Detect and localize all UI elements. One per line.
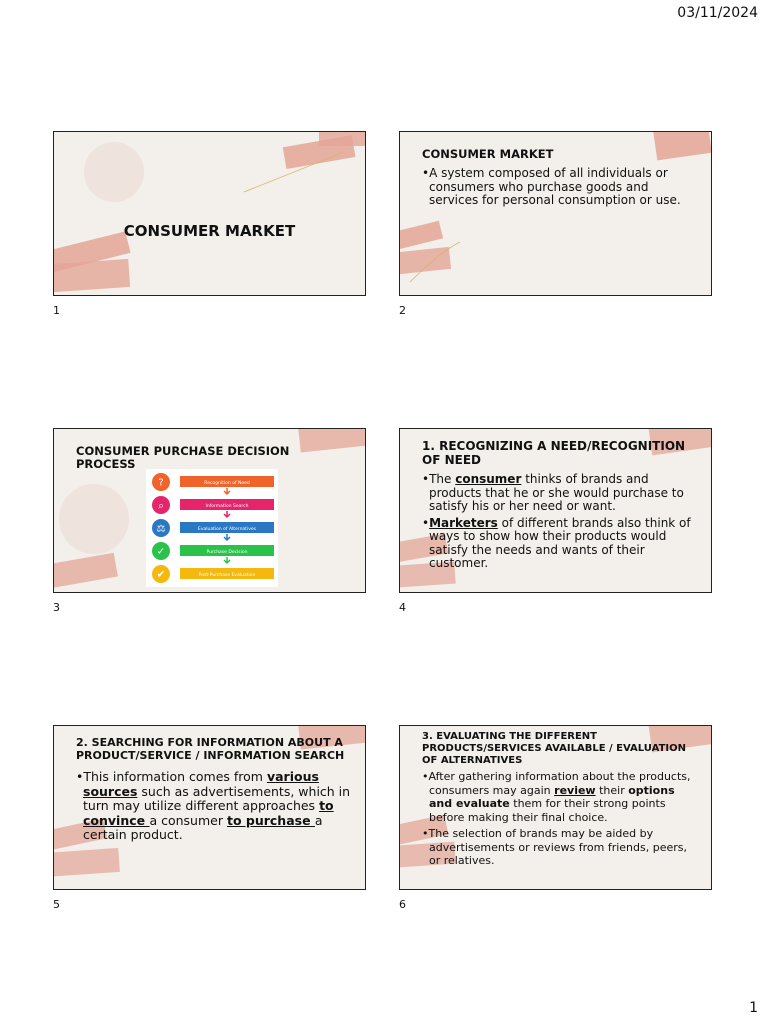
slide-number: 2 bbox=[399, 304, 406, 317]
bullet-list bbox=[422, 473, 697, 571]
slide-number: 3 bbox=[53, 601, 60, 614]
down-arrow-icon bbox=[224, 557, 230, 563]
slide-2[interactable] bbox=[399, 131, 712, 296]
slide-number: 1 bbox=[53, 304, 60, 317]
slide-title: 1. RECOGNIZING A NEED/RECOGNITION OF NEED bbox=[422, 439, 686, 467]
down-arrow-icon bbox=[224, 511, 230, 517]
slide-5[interactable] bbox=[53, 725, 366, 890]
bullet-emphasis: to purchase bbox=[226, 812, 315, 828]
slide-title: CONSUMER PURCHASE DECISION PROCESS bbox=[76, 444, 290, 471]
bullet-item bbox=[422, 517, 697, 571]
process-step-label: Evaluation of Alternatives bbox=[198, 527, 256, 532]
question-icon-glyph: ? bbox=[158, 477, 164, 489]
process-step-label: Purchase Decision bbox=[206, 550, 248, 555]
decision-process-diagram bbox=[146, 469, 278, 587]
slide-3[interactable] bbox=[53, 428, 366, 593]
bullet-text: a consumer bbox=[149, 812, 227, 828]
bullet-text: of different brands also think of ways to show how their products would satisfy the needs and wants of their customer. bbox=[429, 515, 691, 570]
slide-number: 5 bbox=[53, 898, 60, 911]
bullet-item: • The selection of brands may be aided by advertisements or reviews from friends, peers, or relatives. bbox=[422, 827, 697, 868]
bullet-text: their bbox=[595, 783, 629, 797]
page-number: 1 bbox=[749, 1000, 758, 1016]
bullet-emphasis: consumer bbox=[455, 472, 522, 486]
down-arrow-icon bbox=[224, 534, 230, 540]
bullet-item bbox=[422, 473, 697, 514]
down-arrow-icon bbox=[224, 488, 230, 494]
bullet-text: them for their strong points before making their final choice. bbox=[429, 797, 666, 824]
bullet-text: a certain product. bbox=[83, 812, 323, 842]
bullet-text: The bbox=[429, 472, 456, 486]
process-step-label: Post-Purchase Evaluation bbox=[198, 573, 256, 578]
scale-icon-glyph: ⚖ bbox=[156, 523, 166, 535]
cart-icon-glyph: ✓ bbox=[156, 546, 166, 558]
search-icon-glyph: ⌕ bbox=[158, 500, 164, 512]
slide-number: 4 bbox=[399, 601, 406, 614]
bullet-emphasis: to convince bbox=[83, 798, 334, 828]
bullet-list bbox=[422, 167, 697, 208]
slide-1[interactable] bbox=[53, 131, 366, 296]
slide-6[interactable] bbox=[399, 725, 712, 890]
bullet-emphasis: Marketers bbox=[429, 515, 498, 530]
bullet-text: After gathering information about the products, consumers may again bbox=[428, 770, 691, 797]
bullet-list bbox=[76, 770, 351, 843]
process-step-label: Recognition of Need bbox=[204, 481, 250, 486]
slide-background-decoration bbox=[54, 132, 366, 296]
slide-title: CONSUMER MARKET bbox=[123, 222, 296, 240]
bullet-text: thinks of brands and products that he or she would purchase to satisfy his or her need or want. bbox=[429, 472, 684, 513]
bullet-item bbox=[422, 770, 697, 824]
print-date: 03/11/2024 bbox=[677, 5, 758, 21]
bullet-item bbox=[76, 770, 351, 843]
slide-title: 3. EVALUATING THE DIFFERENT PRODUCTS/SERVICES AVAILABLE / EVALUATION OF ALTERNATIVES bbox=[422, 731, 686, 766]
slide-4[interactable] bbox=[399, 428, 712, 593]
bullet-emphasis: review bbox=[554, 783, 596, 797]
bullet-list bbox=[422, 770, 697, 868]
process-step-label: Information Search bbox=[205, 504, 249, 509]
slide-title: 2. SEARCHING FOR INFORMATION ABOUT A PRODUCT/SERVICE / INFORMATION SEARCH bbox=[76, 736, 345, 762]
bullet-emphasis: various sources bbox=[83, 769, 319, 799]
slide-title: CONSUMER MARKET bbox=[422, 147, 554, 161]
slide-number: 6 bbox=[399, 898, 406, 911]
bullet-text: such as advertisements, which in turn may utilize different approaches bbox=[83, 783, 351, 813]
bullet-bold: options and evaluate bbox=[429, 783, 675, 810]
bullet-item: • A system composed of all individuals or consumers who purchase goods and services for personal consumption or use. bbox=[422, 167, 697, 208]
check-icon-glyph: ✔ bbox=[156, 569, 166, 581]
bullet-text: This information comes from bbox=[83, 769, 267, 784]
